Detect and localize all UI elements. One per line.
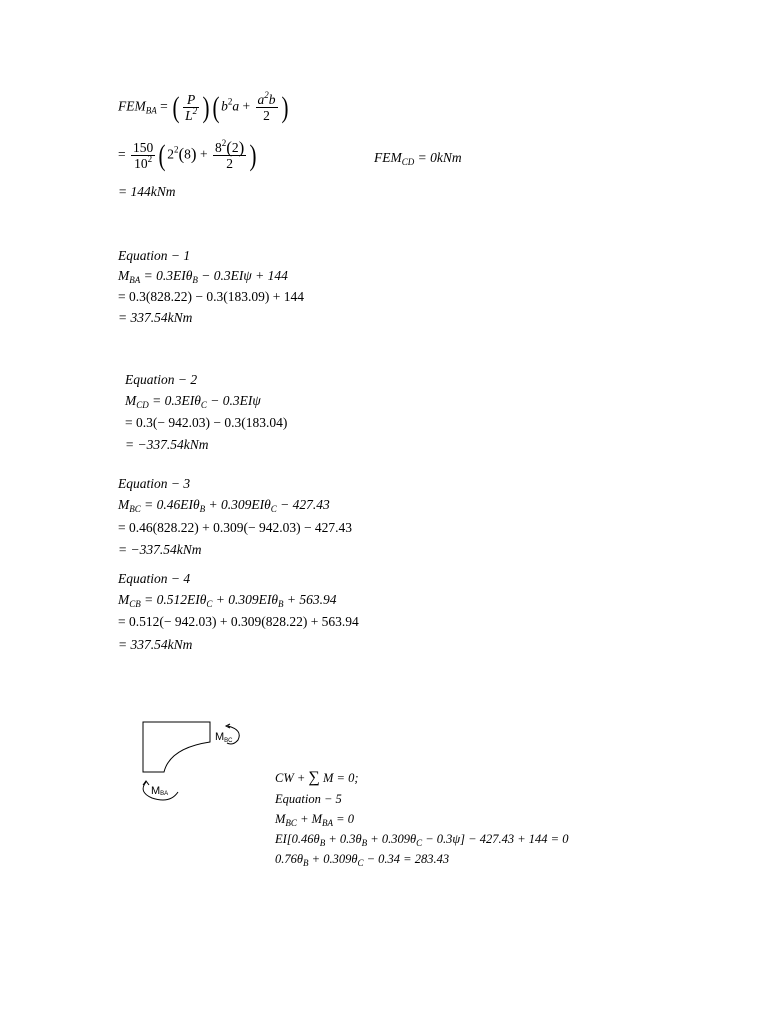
num-b: b bbox=[268, 92, 276, 107]
fem-cd bbox=[374, 149, 462, 167]
eq4-tail: + 563.94 bbox=[286, 592, 337, 607]
eq5-cw bbox=[275, 769, 358, 787]
paren-open-icon: ( bbox=[212, 90, 220, 124]
eq3-line3: = −337.54kNm bbox=[118, 542, 202, 557]
eq5-l4d: − 0.3ψ] − 427.43 + 144 = 0 bbox=[422, 832, 569, 846]
eq5-l4s2: B bbox=[361, 838, 368, 848]
eq5-l5b: + 0.309θ bbox=[308, 852, 358, 866]
label-m-ba-m: M bbox=[151, 785, 161, 797]
eq5-cw-b: M = 0; bbox=[322, 771, 359, 785]
l-den: L bbox=[185, 108, 193, 123]
paren-open-icon: ( bbox=[158, 138, 166, 172]
eq3-tail: − 427.43 bbox=[280, 497, 330, 512]
eq5-l4b: + 0.3θ bbox=[325, 832, 362, 846]
eq1-m: M bbox=[118, 268, 130, 283]
num-exp: 2 bbox=[264, 90, 269, 100]
fem-result: = 144kNm bbox=[118, 184, 176, 199]
150-over-102 bbox=[131, 140, 155, 171]
eq5-eq0: = 0 bbox=[333, 812, 354, 826]
label-m-ba bbox=[151, 782, 168, 803]
eq5-line3 bbox=[275, 810, 354, 828]
eq2-line1 bbox=[125, 392, 261, 410]
eq4-title: Equation − 4 bbox=[118, 571, 191, 586]
eq3-m-sub: BC bbox=[129, 504, 141, 514]
a2b-over-2 bbox=[256, 92, 278, 123]
paren-close-icon: ) bbox=[249, 138, 257, 172]
eq4-line1 bbox=[118, 591, 337, 609]
eq5-l4a: EI[0.46θ bbox=[275, 832, 320, 846]
paren-open-icon: ( bbox=[172, 90, 180, 124]
eq5-l5c: − 0.34 = 283.43 bbox=[363, 852, 450, 866]
label-m-ba-sub: BA bbox=[160, 791, 169, 797]
eq5-plus: + M bbox=[296, 812, 323, 826]
sub-den-exp: 2 bbox=[147, 154, 153, 164]
sub-num: 150 bbox=[133, 140, 154, 155]
label-m-bc-sub: BC bbox=[224, 738, 233, 744]
eq2-title: Equation − 2 bbox=[125, 372, 198, 387]
eq5-m2-sub: BA bbox=[322, 818, 334, 828]
eq4-m: M bbox=[118, 592, 130, 607]
eq5-l4s3: C bbox=[416, 838, 423, 848]
fem-cd-sub: CD bbox=[401, 157, 415, 167]
t2-arg: 2 bbox=[231, 140, 239, 155]
eq5-l5s1: B bbox=[303, 858, 309, 868]
eq2-m-sub: CD bbox=[136, 400, 149, 410]
fem-cd-lhs: FEM bbox=[374, 150, 402, 165]
eq5-title: Equation − 5 bbox=[275, 792, 342, 806]
p-over-l2 bbox=[183, 92, 199, 123]
eq2-line2: = 0.3(− 942.03) − 0.3(183.04) bbox=[125, 415, 288, 430]
eq4-line2: = 0.512(− 942.03) + 0.309(828.22) + 563.94 bbox=[118, 614, 359, 629]
den-2: 2 bbox=[263, 108, 270, 123]
eq3-title: Equation − 3 bbox=[118, 476, 191, 491]
eq3-line1 bbox=[118, 496, 330, 514]
t2-den: 2 bbox=[226, 156, 234, 171]
sub-den: 10 bbox=[134, 156, 148, 171]
eq2-rhs2: − 0.3EIψ bbox=[210, 393, 261, 408]
l-exp: 2 bbox=[192, 106, 198, 116]
eq5-l5s2: C bbox=[357, 858, 364, 868]
b-exp: 2 bbox=[227, 96, 233, 107]
eq5-l4c: + 0.309θ bbox=[367, 832, 417, 846]
eq2-line3: = −337.54kNm bbox=[125, 437, 209, 452]
p-num: P bbox=[183, 92, 199, 108]
eq4-mid: + 0.309EIθ bbox=[215, 592, 278, 607]
num-a: a bbox=[257, 92, 265, 107]
eq5-m1-sub: BC bbox=[285, 818, 297, 828]
b-term: b bbox=[221, 98, 228, 114]
eq1-line1 bbox=[118, 267, 288, 285]
eq2-rhs: = 0.3EIθ bbox=[152, 393, 201, 408]
t1-arg: 8 bbox=[184, 146, 191, 162]
t2-frac: $\frac{8^2(2)}{2}$ bbox=[214, 138, 245, 171]
t2-base: 8 bbox=[214, 140, 222, 155]
fem-substitution: = $\frac{150}{10^2}$ ( $2^2(8)$ + $\frac{8^2(2)}{2}$ ) bbox=[118, 138, 257, 172]
sum-icon: ∑ bbox=[308, 769, 320, 786]
eq1-rhs2: − 0.3EIψ + 144 bbox=[201, 268, 288, 283]
fem-ba-formula: $FEM_{BA}$ = ( $\frac{P}{L^2}$ ) ( $b^2a$ + $\frac{a^2b}{2}$ ) bbox=[118, 90, 289, 124]
eq4-theta-sub2: B bbox=[278, 599, 284, 609]
t1-base: 2 bbox=[167, 146, 174, 162]
paren-close-icon: ) bbox=[281, 90, 289, 124]
eq5-line5 bbox=[275, 850, 449, 868]
frame-outline bbox=[143, 722, 210, 772]
label-m-bc bbox=[215, 728, 233, 750]
eq1-line2: = 0.3(828.22) − 0.3(183.09) + 144 bbox=[118, 289, 304, 304]
joint-free-body-diagram bbox=[130, 712, 260, 807]
eq3-theta-sub2: C bbox=[270, 504, 277, 514]
eq1-rhs: = 0.3EIθ bbox=[143, 268, 193, 283]
t2-exp: 2 bbox=[221, 138, 227, 148]
eq3-line2: = 0.46(828.22) + 0.309(− 942.03) − 427.43 bbox=[118, 520, 353, 535]
eq3-mid: + 0.309EIθ bbox=[208, 497, 271, 512]
eq1-theta-sub: B bbox=[192, 275, 198, 285]
fem-lhs-sub: BA bbox=[145, 105, 157, 116]
eq5-m1: M bbox=[275, 812, 286, 826]
eq1-title: Equation − 1 bbox=[118, 248, 191, 263]
eq2-m: M bbox=[125, 393, 137, 408]
fem-cd-rhs: = 0kNm bbox=[417, 150, 462, 165]
paren-close-icon: ) bbox=[202, 90, 210, 124]
eq4-rhs: = 0.512EIθ bbox=[144, 592, 207, 607]
eq2-theta-sub: C bbox=[200, 400, 207, 410]
eq5-cw-a: CW + bbox=[275, 771, 309, 785]
eq5-line4 bbox=[275, 830, 568, 848]
eq4-m-sub: CB bbox=[129, 599, 141, 609]
eq4-line3: = 337.54kNm bbox=[118, 637, 193, 652]
eq1-m-sub: BA bbox=[129, 275, 141, 285]
eq3-theta-sub1: B bbox=[199, 504, 206, 514]
eq4-theta-sub1: C bbox=[206, 599, 213, 609]
fem-lhs: FEM bbox=[118, 98, 146, 114]
a-term: a bbox=[232, 98, 240, 114]
eq5-l5a: 0.76θ bbox=[275, 852, 304, 866]
eq3-m: M bbox=[118, 497, 130, 512]
eq5-l4s1: B bbox=[319, 838, 326, 848]
eq1-line3: = 337.54kNm bbox=[118, 310, 193, 325]
eq3-rhs: = 0.46EIθ bbox=[144, 497, 200, 512]
label-m-bc-m: M bbox=[215, 731, 225, 743]
t1-exp: 2 bbox=[174, 144, 179, 155]
